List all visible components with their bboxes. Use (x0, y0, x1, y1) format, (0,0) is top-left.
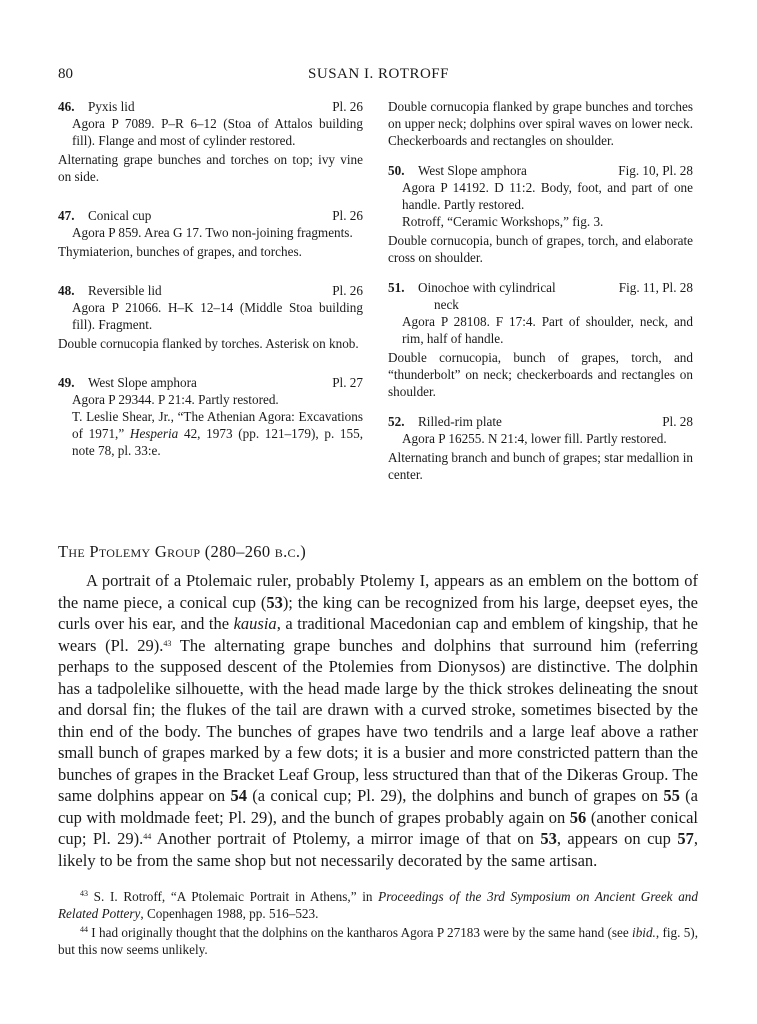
entry-title: Conical cup (88, 208, 152, 223)
entry-bibliography: Rotroff, “Ceramic Workshops,” fig. 3. (402, 214, 604, 229)
entry-heading (388, 162, 693, 179)
body-text-run: , a traditional Macedonian cap and emblem of kingship, that he wears (Pl. 29). (58, 614, 698, 655)
footnote-title: Proceedings of the 3rd Symposium on Ancient Greek and Related Pottery (58, 889, 698, 921)
footnote-number: 43 (80, 889, 88, 898)
entry-inventory: Agora P 859. Area G 17. Two non-joining fragments. (72, 225, 353, 240)
entry-number: 49. (58, 375, 75, 390)
catalog-number-ref: 54 (230, 786, 247, 805)
entry-heading (58, 282, 363, 299)
footnote-text: , fig. 5), but this now seems unlikely. (58, 925, 698, 957)
running-head (58, 66, 699, 86)
entry-heading (58, 207, 363, 224)
catalog-entry-49 (58, 374, 363, 459)
entry-description: Thymiaterion, bunches of grapes, and torches. (58, 244, 302, 259)
entry-number: 47. (58, 208, 75, 223)
entry-plate-ref: Pl. 26 (332, 208, 363, 223)
body-text-run: (a conical cup; Pl. 29), the dolphins and bunch of grapes on (246, 786, 664, 805)
footnote-marker: 44 (143, 832, 152, 841)
footnote-text: , Copenhagen 1988, pp. 516–523. (140, 906, 319, 921)
body-text-run: The alternating grape bunches and dolphins that surround him (referring perhaps to the supposed descent of the Ptolemies from Dionysos) are distinctive. The dolphin has a tadpolelike silhouette, with the head made large by the thick strokes delineating the snout and dorsal fin; the flukes of the tail are drawn with a curved stroke, sometimes bisected by the thin end of the body. The bunches of grapes have two tendrils and a large leaf above a rather small bunch of grapes marked by a few dots; it is a busier and more constricted pattern than the bunches of grapes in the Bracket Leaf Group, less structured than that of the Dikeras Group. The same dolphins appear on (58, 635, 698, 805)
entry-inventory: Agora P 16255. N 21:4, lower fill. Partly restored. (402, 431, 667, 446)
entry-inventory: Agora P 21066. H–K 12–14 (Middle Stoa building fill). Fragment. (72, 300, 363, 332)
footnote-43 (58, 888, 698, 922)
catalog-entry-46 (58, 98, 363, 185)
catalog-entry-48 (58, 282, 363, 352)
entry-heading (388, 413, 693, 430)
entry-plate-ref: Pl. 27 (332, 375, 363, 390)
entry-plate-ref: Fig. 10, Pl. 28 (618, 163, 693, 178)
footnote-marker: 43 (163, 638, 172, 648)
entry-title: Reversible lid (88, 283, 162, 298)
footnote-ibid: ibid. (632, 925, 656, 940)
catalog-number-ref: 56 (569, 807, 587, 827)
body-text-run: , appears on cup (556, 829, 678, 848)
entry-inventory: Agora P 7089. P–R 6–12 (Stoa of Attalos building fill). Flange and most of cylinder restored. (72, 116, 363, 148)
entry-heading (388, 279, 693, 313)
body-text-run: A portrait of a Ptolemaic ruler, probably Ptolemy I, appears as an emblem on the bottom of the name piece, a conical cup ( (58, 571, 698, 612)
body-text-run: Another portrait of Ptolemy, a mirror image of that on (151, 829, 541, 848)
entry-description: Double cornucopia flanked by torches. Asterisk on knob. (58, 336, 359, 351)
body-text-run: , likely to be from the same shop but not necessarily decorated by the same artisan. (58, 829, 698, 870)
entry-heading (58, 374, 363, 391)
catalog-number-ref: 53 (540, 829, 557, 848)
footnote-text: I had originally thought that the dolphins on the kantharos Agora P 27183 were by the same hand (see (88, 925, 633, 940)
catalog-entry-47 (58, 207, 363, 260)
entry-title: Pyxis lid (88, 99, 135, 114)
entry-inventory: Agora P 14192. D 11:2. Body, foot, and part of one handle. Partly restored. (402, 180, 693, 212)
body-text-run: (another conical cup; Pl. 29). (58, 807, 699, 848)
catalog-entry-50 (388, 162, 693, 266)
entry-description: Double cornucopia, bunch of grapes, torch, and elaborate cross on shoulder. (388, 233, 693, 265)
body-paragraph (58, 570, 698, 871)
entry-number: 46. (58, 99, 75, 114)
running-head-author: SUSAN I. ROTROFF (308, 66, 449, 82)
catalog-entry-52 (388, 413, 693, 483)
page-number: 80 (58, 66, 73, 82)
entry-number: 52. (388, 414, 405, 429)
entry-title: Oinochoe with cylindrical (418, 280, 556, 295)
entry-heading (58, 98, 363, 115)
ref-journal: Hesperia (129, 426, 179, 441)
catalog-entry-51 (388, 279, 693, 400)
section-heading: The Ptolemy Group (280–260 b.c.) (58, 542, 307, 561)
catalog-number-ref: 53 (266, 592, 283, 612)
entry-number: 50. (388, 163, 405, 178)
catalog-column-left (58, 98, 363, 481)
entry-plate-ref: Fig. 11, Pl. 28 (618, 280, 693, 295)
entry-plate-ref: Pl. 26 (332, 99, 363, 114)
footnote-44 (58, 924, 698, 958)
catalog-number-ref: 57 (677, 829, 694, 848)
entry-description: Alternating grape bunches and torches on top; ivy vine on side. (58, 152, 363, 184)
entry-plate-ref: Pl. 26 (332, 283, 363, 298)
ref-text: T. Leslie Shear, Jr., “The Athenian Agora: Excavations of 1971,” (72, 409, 363, 441)
entry-number: 51. (388, 280, 405, 295)
entry-title-continued: neck (434, 297, 459, 312)
ref-text: 42, 1973 (pp. 121–179), p. 155, note 78, pl. 33:e. (72, 426, 364, 458)
entry-number: 48. (58, 283, 75, 298)
entry-inventory: Agora P 28108. F 17:4. Part of shoulder, neck, and rim, half of handle. (402, 314, 693, 346)
entry-49-continuation (388, 98, 693, 149)
catalog-number-ref: 55 (663, 786, 680, 805)
entry-plate-ref: Pl. 28 (662, 414, 693, 429)
entry-title: West Slope amphora (88, 375, 197, 390)
entry-bibliography (58, 408, 363, 459)
footnote-text: S. I. Rotroff, “A Ptolemaic Portrait in Athens,” in (88, 889, 379, 904)
entry-title: Rilled-rim plate (418, 414, 502, 429)
entry-title: West Slope amphora (418, 163, 527, 178)
entry-description: Double cornucopia flanked by grape bunches and torches on upper neck; dolphins over spiral waves on lower neck. Checkerboards and rectangles on shoulder. (388, 99, 693, 148)
footnote-number: 44 (80, 925, 88, 934)
italic-term: kausia (233, 614, 277, 633)
body-text-run: (a cup with moldmade feet; Pl. 29), and the bunch of grapes probably again on (58, 786, 698, 827)
entry-description: Double cornucopia, bunch of grapes, torch, and “thunderbolt” on neck; checkerboards and rectangles on shoulder. (388, 350, 693, 399)
entry-description: Alternating branch and bunch of grapes; star medallion in center. (388, 450, 693, 482)
body-text-run: ); the king can be recognized from his large, deepset eyes, the curls over his ear, and the (58, 592, 698, 633)
catalog-column-right (388, 98, 693, 496)
footnotes (58, 888, 698, 960)
entry-inventory: Agora P 29344. P 21:4. Partly restored. (72, 392, 279, 407)
